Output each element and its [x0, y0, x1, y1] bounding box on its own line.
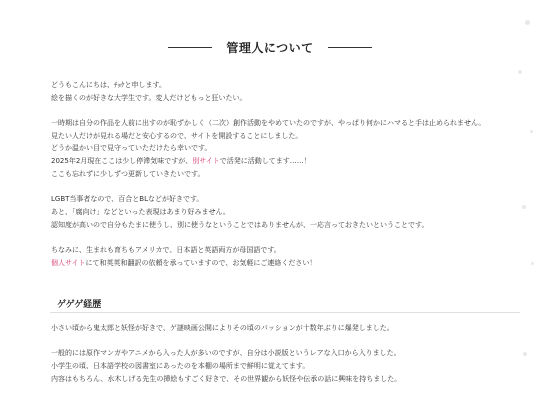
decor-dot — [518, 70, 522, 74]
page-title: 管理人について — [226, 40, 314, 55]
intro-line-8: LGBT当事者なので、百合とBLなどが好きです。 — [51, 195, 204, 204]
history-line-1: 小さい頃から鬼太郎と妖怪が好きで、ゲ謎映画公開によりその頃のパッションが十数年ぶりに爆発しました。 — [51, 324, 394, 332]
section-divider — [50, 312, 520, 313]
history-line-2: 一般的には原作マンガやアニメから入った人が多いのですが、自分は小説版というレアな入口から入りました。 — [51, 349, 401, 358]
decor-dot — [523, 352, 527, 356]
intro-line-7: ここも忘れずに少しずつ更新していきたいです。 — [51, 169, 205, 178]
intro-line-3: 一時期は自分の作品を人前に出すのが恥ずかしく（二次）創作活動をやめていたのですが、やっぱり何かにハマると手は止められません。 — [51, 119, 486, 128]
intro-line-9: あと、「腐向け」などといった表現はあまり好みません。 — [51, 207, 230, 216]
history-line-3: 小学生の頃、日本語学校の図書室にあったのを本棚の場所まで鮮明に覚えてます。 — [51, 362, 310, 371]
decor-dot — [525, 20, 530, 25]
intro-line-4: 見たい人だけが見れる場だと安心するので、サイトを開設することにしました。 — [51, 131, 303, 140]
other-site-link[interactable]: 別サイト — [192, 157, 220, 166]
status-text: 2025年2月現在ここは少し停滞気味ですが、 — [51, 157, 193, 166]
history-line-4: 内容はもちろん、水木しげる先生の挿絵もすごく好きで、その世界観から妖怪や伝承の話に興味を持ちました。 — [51, 374, 402, 383]
translation-text: にて和英英和翻訳の依頼を承っていますので、お気軽にご連絡ください！ — [85, 258, 317, 267]
intro-line-1: どうもこんにちは、ﾁｮｹと申します。 — [51, 81, 166, 89]
history-heading — [50, 293, 520, 313]
about-heading — [0, 37, 540, 57]
decor-dot — [522, 205, 526, 209]
heading-line-right — [328, 47, 372, 48]
decor-dot — [530, 130, 533, 133]
personal-site-link[interactable]: 個人サイト — [51, 258, 86, 267]
intro-line-5: どうか温かい目で見守っていただけたら幸いです。 — [51, 144, 212, 153]
intro-line-11: ちなみに、生まれも育ちもアメリカで、日本語と英語両方が母国語です。 — [51, 245, 281, 254]
about-text — [51, 79, 511, 269]
intro-line-12 — [51, 257, 511, 270]
heading-line-left — [168, 47, 212, 48]
intro-line-2: 絵を描くのが好きな大学生です。変人だけどもっと狂いたい。 — [51, 93, 247, 102]
decor-dot — [531, 262, 534, 265]
history-text — [51, 322, 511, 385]
intro-line-10: 認知度が高いので自分もたまに使うし、別に使うなということではありませんが、一応言っておきたいということです。 — [51, 220, 429, 229]
status-text-end: で活発に活動してます……！ — [219, 157, 311, 166]
section-title: ゲゲゲ経歴 — [57, 300, 102, 310]
intro-line-6 — [51, 155, 511, 168]
